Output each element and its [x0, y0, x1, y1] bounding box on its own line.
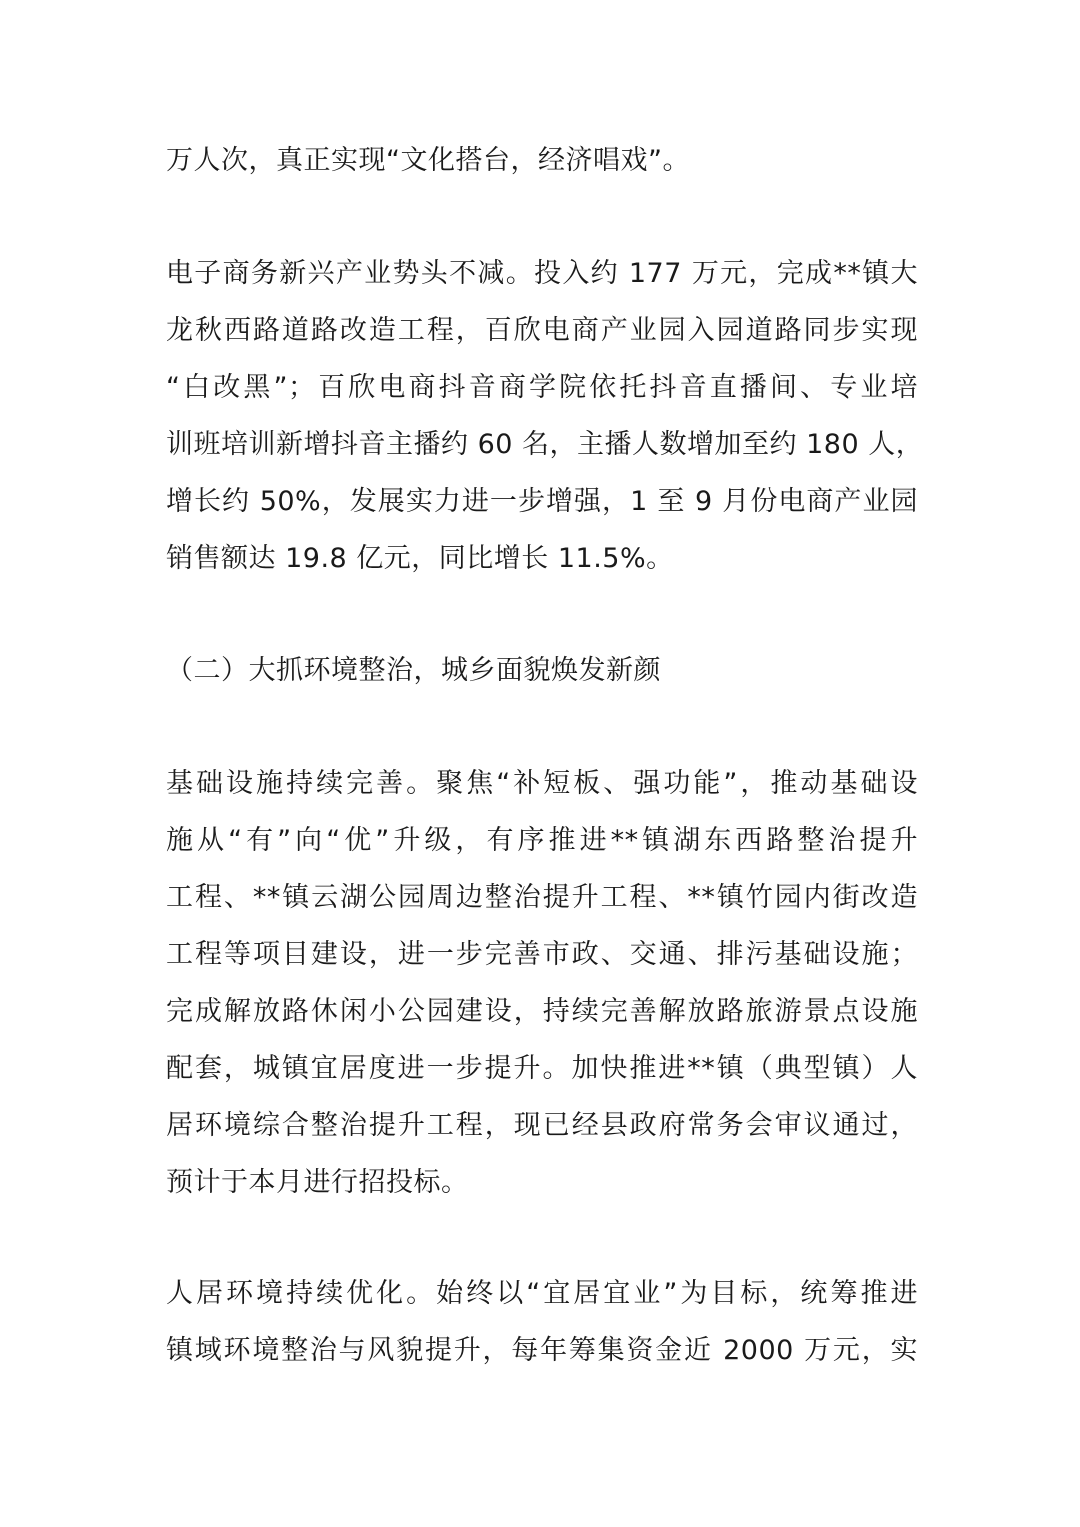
- paragraph-infrastructure: [166, 755, 918, 1211]
- text-line: 预计于本月进行招投标。: [166, 1167, 469, 1198]
- text-line: 镇域环境整治与风貌提升，每年筹集资金近 2000 万元，实: [166, 1335, 918, 1366]
- text-line: 训班培训新增抖音主播约 60 名，主播人数增加至约 180 人，: [166, 429, 924, 460]
- text-line: 增长约 50%，发展实力进一步增强，1 至 9 月份电商产业园: [166, 486, 918, 517]
- text-line: 电子商务新兴产业势头不减。投入约 177 万元，完成**镇大: [166, 258, 918, 289]
- text-line: 人居环境持续优化。始终以“宜居宜业”为目标，统筹推进: [166, 1278, 918, 1309]
- text-line: “白改黑”；百欣电商抖音商学院依托抖音直播间、专业培: [166, 372, 918, 403]
- paragraph-living-environment: [166, 1265, 918, 1379]
- text-line: 万人次，真正实现“文化搭台，经济唱戏”。: [166, 145, 690, 176]
- text-line: 基础设施持续完善。聚焦“补短板、强功能”，推动基础设: [166, 768, 918, 799]
- text-line: 工程等项目建设，进一步完善市政、交通、排污基础设施；: [166, 939, 918, 970]
- text-line: 施从“有”向“优”升级，有序推进**镇湖东西路整治提升: [166, 825, 918, 856]
- text-line: 完成解放路休闲小公园建设，持续完善解放路旅游景点设施: [166, 996, 918, 1027]
- section-heading: [166, 642, 918, 699]
- text-line: 居环境综合整治提升工程，现已经县政府常务会审议通过，: [166, 1110, 918, 1141]
- text-line: 销售额达 19.8 亿元，同比增长 11.5%。: [166, 543, 674, 574]
- paragraph-culture-economy: [166, 132, 918, 189]
- text-line: 配套，城镇宜居度进一步提升。加快推进**镇（典型镇）人: [166, 1053, 918, 1084]
- section-heading-text: （二）大抓环境整治，城乡面貌焕发新颜: [166, 655, 661, 686]
- text-line: 工程、**镇云湖公园周边整治提升工程、**镇竹园内街改造: [166, 882, 918, 913]
- text-line: 龙秋西路道路改造工程，百欣电商产业园入园道路同步实现: [166, 315, 918, 346]
- paragraph-ecommerce: [166, 245, 924, 587]
